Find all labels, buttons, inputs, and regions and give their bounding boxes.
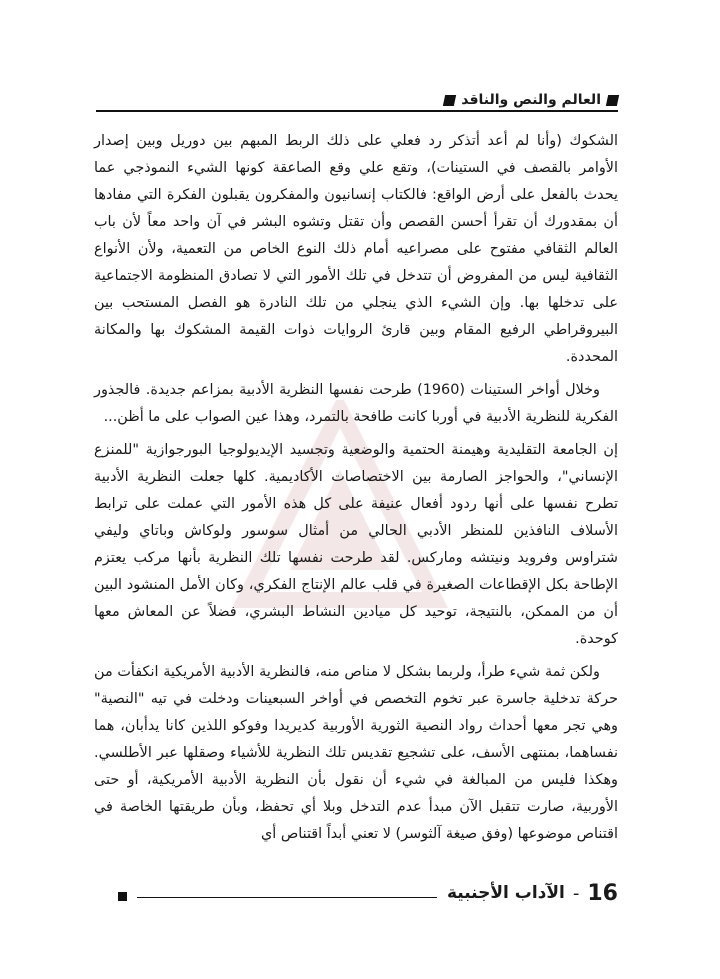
footer-title: الآداب الأجنبية: [446, 883, 565, 903]
paragraph-2: وخلال أواخر الستينات (1960) طرحت نفسها النظرية الأدبية بمزاعم جديدة. فالجذور الفكرية للنظرية الأدبية في أوربا كانت طافحة بالتمرد، وهذا عين الصواب على ما أظن...: [94, 382, 618, 425]
header-square-mark-right: [606, 95, 619, 106]
footer-rule: [137, 897, 437, 898]
paragraph-1: الشكوك (وأنا لم أعد أتذكر رد فعلي على ذلك الربط المبهم بين دوريل وبين إصدار الأوامر بالقصف في الستينات)، وتقع علي وقع الصاعقة كونها الشيء النموذجي عما يحدث بالفعل على أرض الواقع: فالكتاب إنسانيون والمفكرون يقبلون الفكرة التي مفادها أن بمقدورك أن تقرأ أحسن القصص وأن تقتل وتشوه البشر في آن واحد معاً لأن باب العالم الثقافي مفتوح على مصراعيه أمام ذلك النوع الخاص من التعمية، ولأن الأنواع الثقافية ليس من المفروض أن تتدخل في تلك الأمور التي لا تصادق المنظومة الاجتماعية على تدخلها بها. وإن الشيء الذي ينجلي من تلك النادرة هو الفصل المستحب بين البيروقراطي الرفيع المقام وبين قارئ الروايات ذوات القيمة المشكوك بها والمكانة المحددة.: [94, 133, 618, 365]
running-header-title: العالم والنص والناقد: [461, 92, 601, 108]
page-number: 16: [587, 880, 618, 906]
footer-square-mark: [118, 892, 127, 901]
paragraph-3: إن الجامعة التقليدية وهيمنة الحتمية والوضعية وتجسيد الإيديولوجيا البورجوازية "للمنزع الإنساني"، والحواجز الصارمة بين الاختصاصات الأكاديمية. كلها جعلت النظرية الأدبية تطرح نفسها على أنها ردود أفعال عنيفة على كل هذه الأمور التي عملت على ترابط الأسلاف النافذين للمنظر الأدبي الحالي من أمثال سوسور ولوكاش وباتاي وليفي شتراوس وفرويد ونيتشه وماركس. لقد طرحت نفسها تلك النظرية بأنها مركب يعتزم الإطاحة بكل الإقطاعات الصغيرة في قلب عالم الإنتاج الفكري، وكان الأمل المنشود البين أن من الممكن، بالنتيجة، توحيد كل ميادين النشاط البشري، فضلاً عن المعاش معها كوحدة.: [94, 442, 618, 647]
header-square-mark-left: [443, 95, 456, 106]
paragraph-4: ولكن ثمة شيء طرأ، ولربما بشكل لا مناص منه، فالنظرية الأدبية الأمريكية انكفأت من حركة تدخلية جاسرة عبر تخوم التخصص في أواخر السبعينات ودخلت في تيه "النصية" وهي تجر معها أحداث رواد النصية الثورية الأوربية كديريدا وفوكو اللذين كانا يدأبان، هما نفساهما، بمنتهى الأسف، على تشجيع تقديس تلك النظرية للأشياء وصقلها عبر الأطلسي. وهكذا فليس من المبالغة في شيء أن نقول بأن النظرية الأدبية الأمريكية، أو حتى الأوربية، صارت تتقبل الآن مبدأ عدم التدخل وبلا أي تحفظ، وبأن طريقتها الخاصة في اقتناص موضوعها (وفق صيغة آلثوسر) لا تعني أبداً اقتناص أي: [94, 664, 618, 842]
footer-separator: -: [572, 882, 580, 904]
running-header: [96, 88, 618, 112]
page-footer: [118, 876, 618, 910]
page-body: [94, 128, 618, 848]
